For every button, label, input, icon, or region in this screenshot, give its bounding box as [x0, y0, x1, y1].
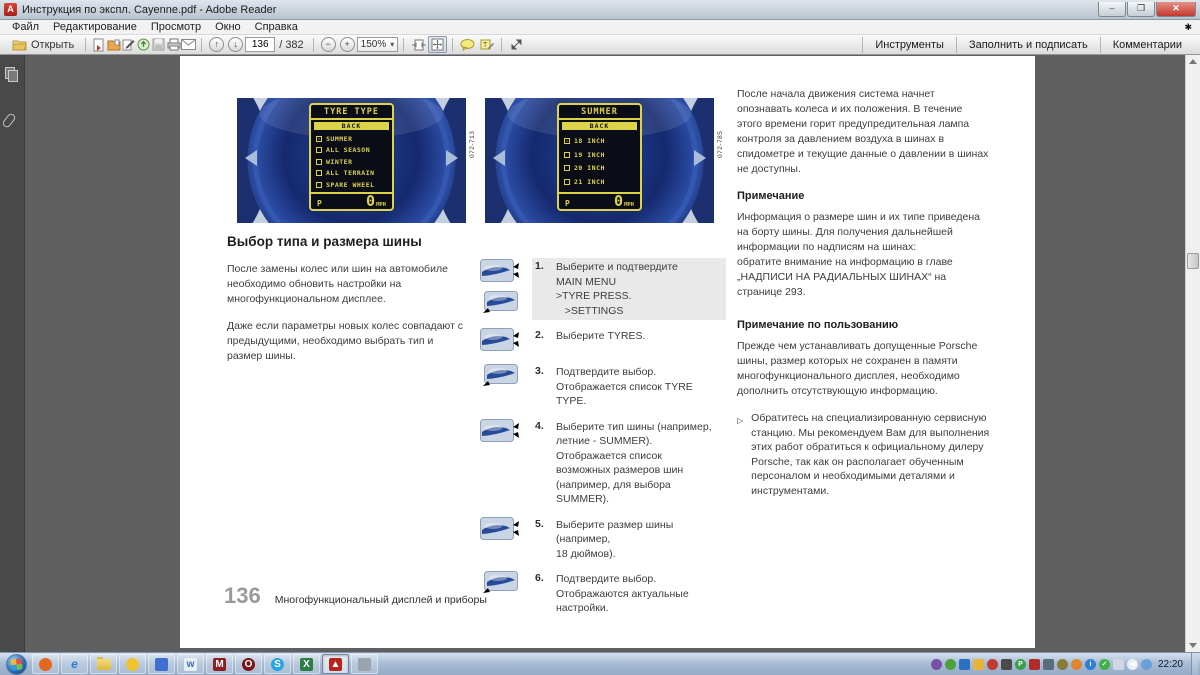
open-folder-icon — [12, 38, 27, 52]
tray-speaker-icon[interactable]: ◀ — [1127, 659, 1138, 670]
previous-page-button[interactable]: ↑ — [209, 37, 224, 52]
toolbar-panels — [862, 37, 1194, 53]
screen-list-item — [316, 181, 387, 189]
stalk-select-icon — [480, 419, 532, 447]
screen-list-item — [316, 158, 387, 166]
next-page-button[interactable]: ↓ — [228, 37, 243, 52]
note-heading: Примечание — [737, 190, 805, 202]
tray-volume-red-icon[interactable] — [987, 659, 998, 670]
excel-icon: X — [300, 658, 313, 671]
checkbox-icon — [316, 182, 322, 188]
zoom-out-button[interactable]: − — [321, 37, 336, 52]
page-scrolling-button[interactable] — [428, 36, 447, 53]
messenger-icon — [126, 658, 139, 671]
menu-справка[interactable]: Справка — [254, 20, 298, 33]
tray-punto-switcher-icon[interactable]: P — [1015, 659, 1026, 670]
checkbox-selected-icon — [316, 136, 322, 142]
step-number: 2. — [535, 329, 544, 341]
fit-width-button[interactable] — [409, 36, 428, 53]
step-text: Выберите тип шины (например, летние - SUMMER). Отображается список возможных размеров шин (например, для выбора SUMMER). — [556, 420, 712, 505]
page-thumbnails-icon[interactable] — [5, 67, 20, 83]
multifunction-display-screen — [557, 103, 642, 211]
menu-окно[interactable]: Окно — [215, 20, 241, 33]
scrollbar-thumb[interactable] — [1187, 253, 1199, 269]
show-desktop-button[interactable] — [1191, 653, 1198, 675]
taskbar-app-internet-explorer[interactable] — [61, 654, 88, 674]
taskbar-app-archive-tool[interactable] — [351, 654, 378, 674]
checkbox-selected-icon — [564, 138, 570, 144]
screen-list-item — [564, 137, 635, 145]
bullet-text: Обратитесь на специализированную сервисную станцию. Мы рекомендуем Вам для выполнения этих работ обратиться к официальному дилеру Porsche, так как он располагает обученным персоналом и необходимыми деталями и инструментами. — [751, 412, 993, 497]
taskbar-app-m-editor[interactable] — [206, 654, 233, 674]
screen-list-item — [316, 169, 387, 177]
item-label: 18 INCH — [574, 136, 605, 145]
adobe-reader-icon: ▲ — [330, 658, 341, 670]
navigation-pane — [0, 55, 25, 652]
speed-unit: MPH — [624, 202, 634, 208]
zoom-value: 150% — [360, 39, 387, 50]
scroll-up-icon[interactable] — [1189, 59, 1197, 64]
instruction-step — [480, 516, 726, 564]
start-button[interactable] — [6, 654, 27, 675]
tray-agent-green-icon[interactable] — [945, 659, 956, 670]
step-number: 4. — [535, 419, 544, 432]
step-text: Подтвердите выбор. Отображаются актуальные настройки. — [556, 573, 689, 614]
screen-list-item — [564, 164, 635, 172]
screen-back-item: BACK — [562, 122, 637, 130]
panel-button[interactable]: Инструменты — [862, 37, 956, 53]
paragraph: После начала движения система начнет опознавать колеса и их положения. В течение этого времени горит предупредительная лампа контроля за давлением воздуха в шинах в спидометре и текущие данные о давлении в шинах не доступны. — [737, 88, 992, 175]
usage-heading: Примечание по пользованию — [737, 319, 899, 331]
item-label: 20 INCH — [574, 164, 605, 173]
checkbox-icon — [316, 159, 322, 165]
taskbar-app-windows-explorer[interactable] — [90, 654, 117, 674]
paragraph: Даже если параметры новых колес совпадают с предыдущими, необходимо выбрать тип и размер шины. — [227, 320, 466, 362]
step-number: 5. — [535, 517, 544, 530]
tray-power-icon[interactable] — [1141, 659, 1152, 670]
page-number: 136 — [224, 583, 261, 608]
multifunction-display-screen — [309, 103, 394, 211]
tray-orange-app-icon[interactable] — [1071, 659, 1082, 670]
tray-language-flag-icon[interactable] — [1043, 659, 1054, 670]
panel-button[interactable]: Заполнить и подписать — [956, 37, 1100, 53]
article-heading: Выбор типа и размера шины — [227, 234, 422, 249]
screen-status-row — [559, 192, 640, 209]
screen-status-row — [311, 192, 392, 209]
gear-indicator: P — [565, 199, 570, 208]
tray-network-monitor-icon[interactable] — [1113, 659, 1124, 670]
steps-list — [480, 258, 726, 625]
comment-bubble-button[interactable] — [458, 36, 477, 53]
instruction-step — [480, 363, 726, 411]
sign-icon[interactable] — [121, 38, 136, 52]
paragraph: После замены колес или шин на автомобиле необходимо обновить настройки на многофункциональном дисплее. — [227, 263, 451, 305]
open-button[interactable] — [6, 36, 80, 54]
tray-search-tool-icon[interactable] — [1057, 659, 1068, 670]
adobe-reader-icon: A — [4, 3, 17, 16]
save-icon[interactable] — [151, 38, 166, 52]
opera-icon: O — [242, 658, 255, 671]
scroll-down-icon[interactable] — [1189, 643, 1197, 648]
item-label: SUMMER — [326, 134, 353, 143]
windows-taskbar — [0, 652, 1200, 675]
tray-red-tool-icon[interactable] — [1029, 659, 1040, 670]
bullet-item — [737, 411, 993, 498]
gear-indicator: P — [317, 199, 322, 208]
display-image-summer — [485, 98, 714, 223]
taskbar-app-firefox[interactable] — [32, 654, 59, 674]
step-number: 1. — [535, 260, 544, 272]
menu-bar — [0, 20, 1200, 35]
menu-файл[interactable]: Файл — [12, 20, 40, 33]
taskbar-app-excel[interactable] — [293, 654, 320, 674]
image-ref-number: 072-785 — [717, 130, 724, 158]
screen-list-item — [564, 151, 635, 159]
screen-list-item — [316, 135, 387, 143]
stalk-confirm-icon — [480, 364, 532, 392]
speed-value: 0 — [366, 192, 376, 210]
taskbar-app-adobe-reader[interactable] — [322, 654, 349, 674]
tray-antivirus-check-icon[interactable]: ✓ — [1099, 659, 1110, 670]
document-area — [0, 55, 1200, 652]
open-label: Открыть — [31, 38, 75, 51]
close-button[interactable]: ✕ — [1156, 2, 1196, 17]
skype-icon: S — [271, 658, 284, 671]
zoom-in-button[interactable]: + — [340, 37, 355, 52]
instruction-step — [480, 258, 726, 320]
checkbox-icon — [564, 152, 570, 158]
screen-back-item: BACK — [314, 122, 389, 130]
stalk-select-icon — [480, 259, 532, 287]
screen-title: TYRE TYPE — [311, 105, 392, 120]
attachments-icon[interactable] — [5, 113, 20, 129]
step-number: 3. — [535, 365, 544, 377]
speed-unit: MPH — [376, 202, 386, 208]
paragraph: Информация о размере шин и их типе приведена на борту шины. Для получения дальнейшей информации по надписям на шинах: обратите внимание на информацию в главе „НАДПИСИ НА РАДИАЛЬНЫХ ШИНАХ“ на странице 293. — [737, 211, 980, 298]
stalk-select-icon — [480, 517, 532, 545]
m-editor-icon: M — [213, 658, 226, 671]
windows-logo-icon — [10, 658, 22, 670]
checkbox-icon — [564, 179, 570, 185]
create-pdf-icon[interactable] — [106, 38, 121, 52]
windows-explorer-icon — [97, 659, 111, 670]
share-icon[interactable] — [136, 38, 151, 52]
stalk-select-icon — [480, 328, 532, 356]
taskbar-app-skype[interactable] — [264, 654, 291, 674]
minimize-button[interactable]: – — [1098, 2, 1126, 17]
triangle-bullet-icon: ▷ — [737, 416, 744, 425]
menu-просмотр[interactable]: Просмотр — [150, 20, 202, 33]
tray-snip-tool-icon[interactable] — [1001, 659, 1012, 670]
archive-tool-icon — [358, 658, 371, 671]
export-pdf-icon[interactable] — [91, 38, 106, 52]
page-total-label: / 382 — [279, 38, 304, 51]
tray-shield-yellow-icon[interactable] — [973, 659, 984, 670]
stalk-confirm-icon — [480, 571, 532, 599]
email-icon[interactable] — [181, 38, 196, 52]
internet-explorer-icon: e — [71, 657, 78, 671]
tray-info-icon[interactable]: i — [1085, 659, 1096, 670]
item-label: WINTER — [326, 157, 353, 166]
zoom-caret-icon: ▾ — [390, 40, 395, 49]
taskbar-app-word-viewer[interactable] — [177, 654, 204, 674]
fullscreen-button[interactable] — [507, 36, 526, 53]
display-image-tyre-type — [237, 98, 466, 223]
taskbar-app-messenger[interactable] — [119, 654, 146, 674]
step-number: 6. — [535, 572, 544, 584]
taskbar-clock[interactable]: 22:20 — [1157, 658, 1183, 670]
step-text: Подтвердите выбор. Отображается список TYRE TYPE. — [556, 366, 693, 407]
instruction-step — [480, 418, 726, 509]
firefox-icon — [39, 658, 52, 671]
toolbar — [0, 35, 1200, 55]
word-viewer-icon: w — [184, 658, 197, 671]
tray-blue-app-icon[interactable] — [959, 659, 970, 670]
item-label: SPARE WHEEL — [326, 180, 375, 189]
menu-star-icon[interactable]: ✱ — [1184, 21, 1192, 32]
screen-list-item — [316, 146, 387, 154]
restore-button[interactable]: ❐ — [1127, 2, 1155, 17]
taskbar-app-opera[interactable] — [235, 654, 262, 674]
step-text: Выберите и подтвердите MAIN MENU >TYRE PRESS. >SETTINGS — [556, 261, 678, 317]
item-label: ALL SEASON — [326, 146, 371, 154]
instruction-step — [480, 570, 726, 618]
step-text: Выберите размер шины (например, 18 дюймов). — [556, 518, 674, 560]
step-text: Выберите TYRES. — [556, 330, 646, 342]
menu-редактирование[interactable]: Редактирование — [53, 20, 137, 33]
pdf-page — [180, 56, 1035, 648]
panel-button[interactable]: Комментарии — [1100, 37, 1194, 53]
item-label: 21 INCH — [574, 178, 605, 187]
checkbox-icon — [316, 147, 322, 153]
zoom-level-select[interactable] — [357, 37, 399, 52]
right-column — [737, 87, 993, 498]
page-footer — [224, 583, 487, 609]
speed-value: 0 — [614, 192, 624, 210]
checkbox-icon — [564, 165, 570, 171]
image-ref-number: 072-713 — [469, 130, 476, 158]
screen-title: SUMMER — [559, 105, 640, 120]
item-label: 19 INCH — [574, 150, 605, 159]
window-title: Инструкция по экспл. Cayenne.pdf - Adobe Reader — [22, 3, 277, 16]
section-title: Многофункциональный дисплей и приборы — [274, 594, 487, 606]
page-number-input[interactable] — [245, 37, 275, 52]
item-label: ALL TERRAIN — [326, 169, 375, 177]
checkbox-icon — [316, 170, 322, 176]
sync-tool-icon — [155, 658, 168, 671]
text-note-button[interactable] — [477, 36, 496, 53]
vertical-scrollbar[interactable] — [1185, 55, 1200, 652]
tray-viber-icon[interactable] — [931, 659, 942, 670]
left-column — [227, 262, 467, 376]
taskbar-app-sync-tool[interactable] — [148, 654, 175, 674]
screen-list-item — [564, 178, 635, 186]
print-icon[interactable] — [166, 38, 181, 52]
title-bar[interactable] — [0, 0, 1200, 20]
svg-text:T: T — [482, 42, 488, 49]
instruction-step — [480, 327, 726, 356]
stalk-confirm-icon — [480, 291, 532, 319]
paragraph: Прежде чем устанавливать допущенные Porsche шины, размер которых не сохранен в памяти многофункционального дисплея, необходимо дополнить отсутствующую информацию. — [737, 340, 981, 397]
system-tray — [931, 659, 1152, 670]
